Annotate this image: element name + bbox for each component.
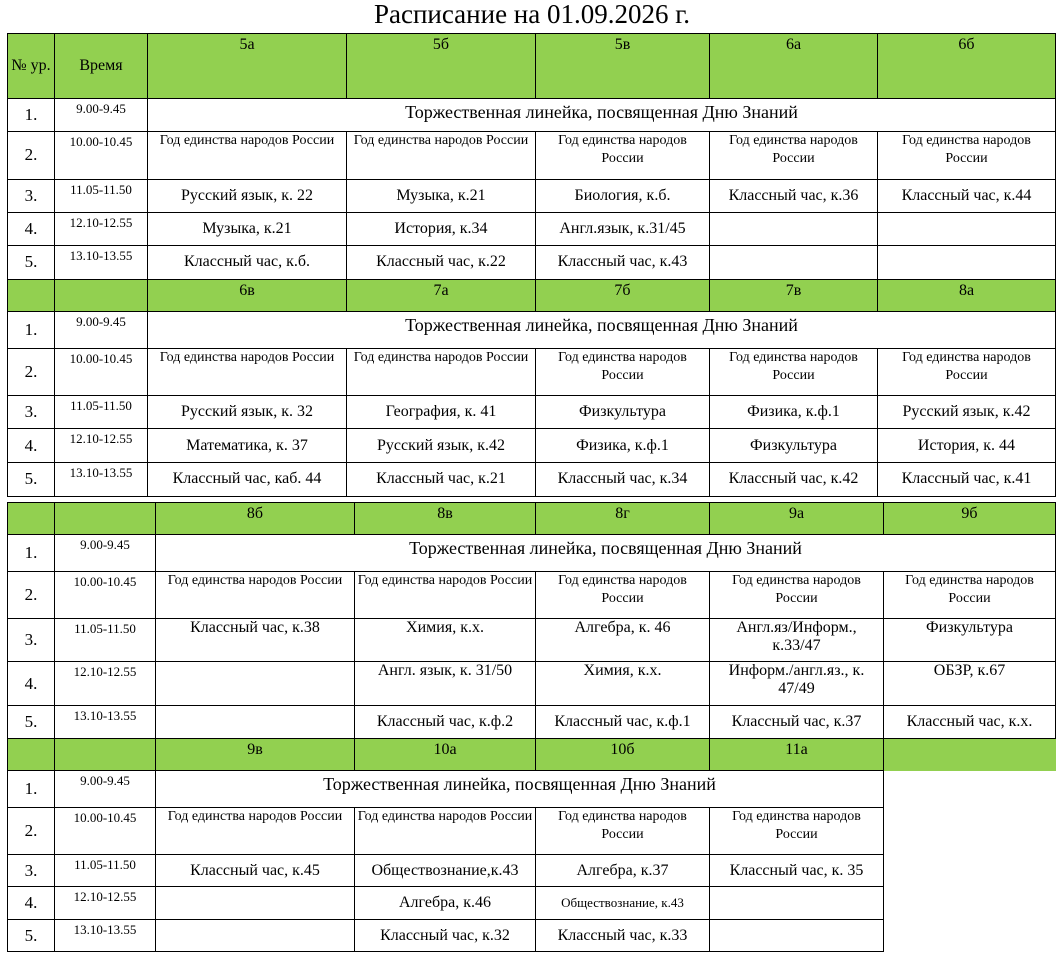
lesson-number: 1. [8, 311, 55, 348]
lesson-time: 13.10-13.55 [55, 246, 148, 279]
lesson-cell: Классный час, к.37 [710, 706, 884, 739]
lesson-cell: История, к.34 [347, 213, 536, 246]
lesson-time: 10.00-10.45 [55, 348, 148, 395]
lesson-cell: Математика, к. 37 [148, 429, 347, 462]
lesson-cell: Русский язык, к. 22 [148, 179, 347, 212]
lesson-time: 11.05-11.50 [55, 179, 148, 212]
lesson-cell: Биология, к.б. [536, 179, 710, 212]
header-empty [8, 279, 55, 311]
lesson-cell: Алгебра, к.46 [355, 887, 536, 920]
header-empty [55, 279, 148, 311]
lesson-cell: Англ. язык, к. 31/50 [355, 662, 536, 706]
lesson-cell: Русский язык, к.42 [347, 429, 536, 462]
unity-day-cell: Год единства народов России [355, 808, 536, 855]
unity-day-cell: Год единства народов России [347, 348, 536, 395]
unity-day-cell: Год единства народов России [536, 572, 710, 619]
ceremony-cell: Торжественная линейка, посвященная Дню Знаний [148, 99, 1056, 131]
lesson-number: 3. [8, 396, 55, 429]
lesson-cell: Классный час, к.45 [156, 855, 355, 887]
class-header: 7б [536, 279, 710, 311]
header-empty [55, 503, 156, 535]
lesson-cell: Русский язык, к. 32 [148, 396, 347, 429]
lesson-cell [710, 920, 884, 952]
lesson-cell: Англ.яз/Информ., к.33/47 [710, 619, 884, 662]
lesson-cell: Алгебра, к.37 [536, 855, 710, 887]
class-header: 9в [156, 739, 355, 771]
lesson-time: 12.10-12.55 [55, 429, 148, 462]
empty-space [884, 920, 1056, 952]
unity-day-cell: Год единства народов России [148, 348, 347, 395]
lesson-number: 5. [8, 462, 55, 496]
lesson-number: 3. [8, 179, 55, 212]
header-empty [8, 503, 55, 535]
lesson-cell: Классный час, к.32 [355, 920, 536, 952]
unity-day-cell: Год единства народов России [536, 131, 710, 179]
lesson-cell: Классный час, к.42 [710, 462, 878, 496]
lesson-time: 13.10-13.55 [55, 462, 148, 496]
lesson-cell: Англ.язык, к.31/45 [536, 213, 710, 246]
lesson-cell: История, к. 44 [878, 429, 1056, 462]
class-header: 8а [878, 279, 1056, 311]
unity-day-cell: Год единства народов России [878, 131, 1056, 179]
lesson-number: 1. [8, 99, 55, 131]
unity-day-cell: Год единства народов России [710, 572, 884, 619]
lesson-number: 2. [8, 131, 55, 179]
lesson-time: 11.05-11.50 [55, 855, 156, 887]
lesson-cell: Музыка, к.21 [148, 213, 347, 246]
lesson-time: 11.05-11.50 [55, 619, 156, 662]
lesson-time: 10.00-10.45 [55, 808, 156, 855]
empty-space [884, 739, 1056, 771]
header-lesson-number: № ур. [8, 34, 55, 99]
lesson-number: 3. [8, 855, 55, 887]
page-title: Расписание на 01.09.2026 г. [373, 0, 691, 29]
lesson-time: 13.10-13.55 [55, 920, 156, 952]
lesson-cell: Классный час, к.44 [878, 179, 1056, 212]
lesson-cell: Классный час, к.38 [156, 619, 355, 662]
lesson-cell: Классный час, к.х. [884, 706, 1056, 739]
lesson-time: 9.00-9.45 [55, 535, 156, 572]
lesson-cell: Обществознание, к.43 [536, 887, 710, 920]
lesson-cell: Обществознание,к.43 [355, 855, 536, 887]
class-header: 5б [347, 34, 536, 99]
lesson-time: 13.10-13.55 [55, 706, 156, 739]
class-header: 6б [878, 34, 1056, 99]
class-header: 6а [710, 34, 878, 99]
ceremony-cell: Торжественная линейка, посвященная Дню Знаний [156, 535, 1056, 572]
lesson-cell [156, 920, 355, 952]
lesson-cell: Классный час, к.21 [347, 462, 536, 496]
lesson-cell: Информ./англ.яз., к. 47/49 [710, 662, 884, 706]
ceremony-cell: Торжественная линейка, посвященная Дню Знаний [156, 771, 884, 808]
lesson-cell [710, 213, 878, 246]
lesson-number: 2. [8, 348, 55, 395]
class-header: 7в [710, 279, 878, 311]
lesson-cell: Классный час, к.ф.1 [536, 706, 710, 739]
lesson-number: 5. [8, 706, 55, 739]
lesson-cell: Классный час, к.22 [347, 246, 536, 279]
lesson-number: 4. [8, 887, 55, 920]
lesson-cell [156, 706, 355, 739]
lesson-cell: Классный час, к.36 [710, 179, 878, 212]
lesson-cell: Классный час, к.33 [536, 920, 710, 952]
lesson-cell: Классный час, к.43 [536, 246, 710, 279]
unity-day-cell: Год единства народов России [148, 131, 347, 179]
lesson-number: 2. [8, 808, 55, 855]
lesson-number: 5. [8, 920, 55, 952]
ceremony-cell: Торжественная линейка, посвященная Дню Знаний [148, 311, 1056, 348]
lesson-cell: Музыка, к.21 [347, 179, 536, 212]
class-header: 8г [536, 503, 710, 535]
lesson-cell: Классный час, каб. 44 [148, 462, 347, 496]
lesson-cell [156, 662, 355, 706]
class-header: 10а [355, 739, 536, 771]
lesson-number: 1. [8, 771, 55, 808]
lesson-cell [710, 246, 878, 279]
class-header: 8б [156, 503, 355, 535]
lesson-cell [878, 246, 1056, 279]
lesson-cell: Физкультура [884, 619, 1056, 662]
unity-day-cell: Год единства народов России [355, 572, 536, 619]
lesson-cell: Химия, к.х. [536, 662, 710, 706]
schedule-block-3 [7, 502, 1056, 952]
lesson-time: 12.10-12.55 [55, 662, 156, 706]
unity-day-cell: Год единства народов России [156, 808, 355, 855]
lesson-cell: Химия, к.х. [355, 619, 536, 662]
unity-day-cell: Год единства народов России [710, 131, 878, 179]
header-empty [8, 739, 55, 771]
lesson-time: 10.00-10.45 [55, 572, 156, 619]
lesson-time: 9.00-9.45 [55, 99, 148, 131]
lesson-cell: Физика, к.ф.1 [710, 396, 878, 429]
unity-day-cell: Год единства народов России [536, 808, 710, 855]
lesson-cell: Физика, к.ф.1 [536, 429, 710, 462]
lesson-cell: Физкультура [710, 429, 878, 462]
unity-day-cell: Год единства народов России [884, 572, 1056, 619]
class-header: 11а [710, 739, 884, 771]
lesson-cell: Русский язык, к.42 [878, 396, 1056, 429]
unity-day-cell: Год единства народов России [156, 572, 355, 619]
class-header: 9а [710, 503, 884, 535]
lesson-cell [878, 213, 1056, 246]
class-header: 6в [148, 279, 347, 311]
lesson-time: 12.10-12.55 [55, 887, 156, 920]
lesson-number: 4. [8, 662, 55, 706]
lesson-time: 11.05-11.50 [55, 396, 148, 429]
unity-day-cell: Год единства народов России [710, 808, 884, 855]
lesson-time: 9.00-9.45 [55, 771, 156, 808]
lesson-time: 12.10-12.55 [55, 213, 148, 246]
header-time: Время [55, 34, 148, 99]
lesson-cell [156, 887, 355, 920]
class-header: 10б [536, 739, 710, 771]
empty-space [884, 887, 1056, 920]
lesson-number: 4. [8, 429, 55, 462]
lesson-cell: Классный час, к.34 [536, 462, 710, 496]
lesson-number: 5. [8, 246, 55, 279]
lesson-cell: География, к. 41 [347, 396, 536, 429]
lesson-cell: Классный час, к.б. [148, 246, 347, 279]
lesson-cell: Классный час, к. 35 [710, 855, 884, 887]
lesson-cell: ОБЗР, к.67 [884, 662, 1056, 706]
unity-day-cell: Год единства народов России [347, 131, 536, 179]
class-header: 8в [355, 503, 536, 535]
lesson-time: 9.00-9.45 [55, 311, 148, 348]
class-header: 9б [884, 503, 1056, 535]
unity-day-cell: Год единства народов России [878, 348, 1056, 395]
lesson-cell: Классный час, к.41 [878, 462, 1056, 496]
lesson-cell [710, 887, 884, 920]
lesson-number: 2. [8, 572, 55, 619]
lesson-number: 1. [8, 535, 55, 572]
lesson-cell: Классный час, к.ф.2 [355, 706, 536, 739]
class-header: 5а [148, 34, 347, 99]
header-empty [55, 739, 156, 771]
schedule-block-1 [7, 33, 1056, 497]
class-header: 5в [536, 34, 710, 99]
class-header: 7а [347, 279, 536, 311]
lesson-cell: Алгебра, к. 46 [536, 619, 710, 662]
lesson-time: 10.00-10.45 [55, 131, 148, 179]
empty-space [884, 808, 1056, 855]
lesson-cell: Физкультура [536, 396, 710, 429]
empty-space [884, 855, 1056, 887]
lesson-number: 3. [8, 619, 55, 662]
unity-day-cell: Год единства народов России [710, 348, 878, 395]
lesson-number: 4. [8, 213, 55, 246]
unity-day-cell: Год единства народов России [536, 348, 710, 395]
empty-space [884, 771, 1056, 808]
